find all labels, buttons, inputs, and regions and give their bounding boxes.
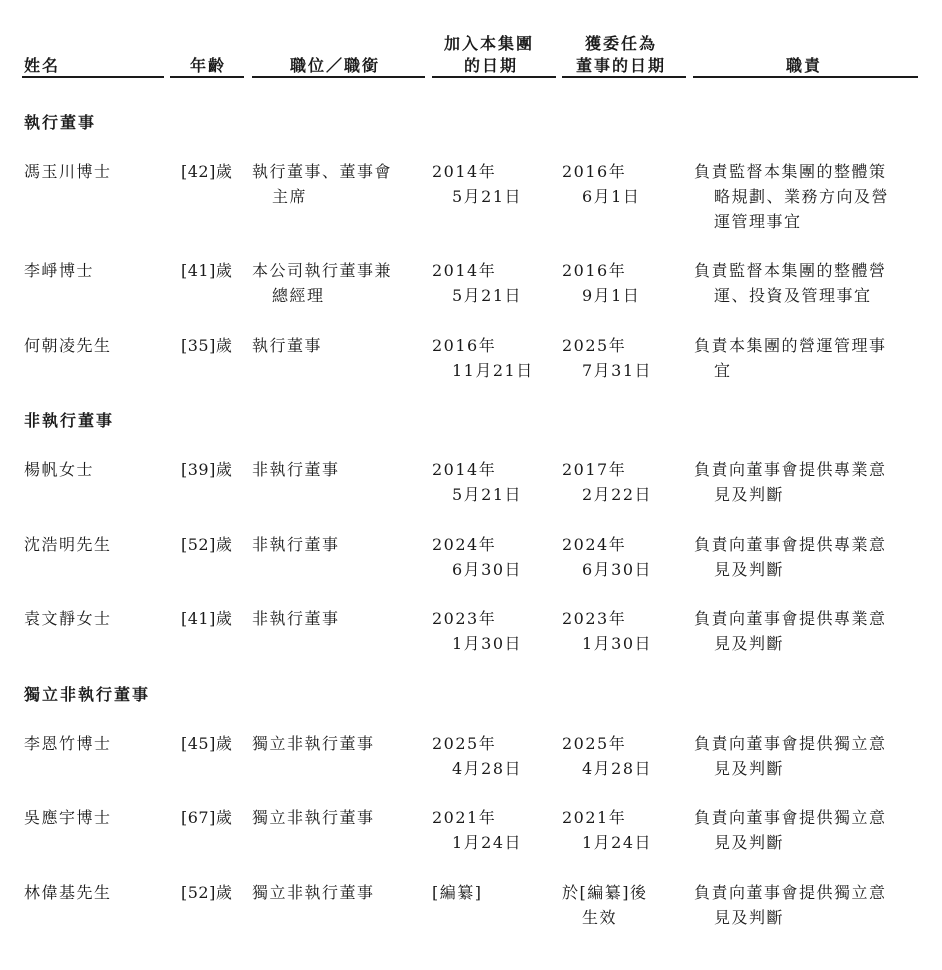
appointment-date	[562, 333, 652, 383]
director-position	[252, 880, 422, 905]
table-row	[0, 606, 942, 696]
director-duty-line: 見及判斷	[714, 485, 785, 504]
director-duty	[694, 606, 918, 656]
appointment-date	[562, 532, 652, 582]
appointment-date	[562, 457, 652, 507]
director-name: 馮玉川博士	[24, 162, 112, 181]
director-age: [67]歲	[181, 808, 233, 827]
director-position-line: 非執行董事	[252, 535, 340, 554]
join-date-line: 5月21日	[452, 187, 523, 206]
header-age: 年齡	[190, 56, 227, 75]
director-duty	[694, 333, 918, 383]
director-name: 林偉基先生	[24, 883, 112, 902]
header-rule	[22, 76, 164, 78]
header-rule	[432, 76, 556, 78]
director-duty-line: 負責向董事會提供獨立意	[694, 883, 887, 902]
director-duty	[694, 258, 918, 308]
director-duty-line: 見及判斷	[714, 634, 785, 653]
director-duty-line: 負責監督本集團的整體營	[694, 261, 887, 280]
join-date-line: 2021年	[432, 808, 497, 827]
table-row	[0, 159, 942, 249]
director-duty	[694, 457, 918, 507]
director-position-line: 獨立非執行董事	[252, 734, 375, 753]
director-name: 袁文靜女士	[24, 609, 112, 628]
join-date-line: 5月21日	[452, 286, 523, 305]
join-date	[432, 532, 522, 582]
appointment-date	[562, 159, 640, 209]
join-date-line: 11月21日	[452, 361, 534, 380]
join-date	[432, 880, 483, 905]
director-position-line: 非執行董事	[252, 609, 340, 628]
director-position-line: 獨立非執行董事	[252, 808, 375, 827]
appointment-date	[562, 731, 652, 781]
director-name: 何朝凌先生	[24, 336, 112, 355]
join-date	[432, 606, 522, 656]
join-date-line: 2014年	[432, 162, 497, 181]
header-join-line2: 的日期	[464, 56, 519, 75]
director-age: [52]歲	[181, 883, 233, 902]
section-title: 非執行董事	[24, 411, 115, 430]
appointment-date-line: 2023年	[562, 609, 627, 628]
director-position	[252, 457, 422, 482]
join-date-line: 1月24日	[452, 833, 523, 852]
join-date-line: 4月28日	[452, 759, 523, 778]
director-name: 吳應宇博士	[24, 808, 112, 827]
director-position	[252, 159, 422, 209]
director-position-line: 非執行董事	[252, 460, 340, 479]
join-date-line: 2024年	[432, 535, 497, 554]
appointment-date-line: 7月31日	[582, 361, 653, 380]
director-name: 李恩竹博士	[24, 734, 112, 753]
appointment-date-line: 2024年	[562, 535, 627, 554]
director-age: [52]歲	[181, 535, 233, 554]
director-name: 沈浩明先生	[24, 535, 112, 554]
join-date	[432, 457, 522, 507]
join-date	[432, 731, 522, 781]
director-duty-line: 略規劃、業務方向及營	[714, 187, 890, 206]
director-duty-line: 負責向董事會提供獨立意	[694, 808, 887, 827]
director-age: [41]歲	[181, 261, 233, 280]
director-position	[252, 731, 422, 756]
director-duty-line: 見及判斷	[714, 560, 785, 579]
join-date	[432, 805, 522, 855]
header-duty: 職責	[786, 56, 823, 75]
join-date-line: 2014年	[432, 460, 497, 479]
director-name: 李崢博士	[24, 261, 95, 280]
join-date-line: 2016年	[432, 336, 497, 355]
appointment-date-line: 2016年	[562, 261, 627, 280]
join-date-line: 2025年	[432, 734, 497, 753]
appointment-date-line: 2021年	[562, 808, 627, 827]
appointment-date-line: 2017年	[562, 460, 627, 479]
director-duty-line: 負責本集團的營運管理事	[694, 336, 887, 355]
director-duty	[694, 731, 918, 781]
header-name: 姓名	[24, 56, 61, 75]
header-appointed-line1: 獲委任為	[585, 34, 658, 53]
join-date-line: 6月30日	[452, 560, 523, 579]
header-rule	[693, 76, 918, 78]
director-duty-line: 負責向董事會提供專業意	[694, 609, 887, 628]
appointment-date	[562, 880, 648, 930]
appointment-date-line: 6月1日	[582, 187, 641, 206]
director-age: [41]歲	[181, 609, 233, 628]
appointment-date-line: 於[編纂]後	[562, 883, 648, 902]
appointment-date-line: 2016年	[562, 162, 627, 181]
appointment-date-line: 6月30日	[582, 560, 653, 579]
table-row	[0, 880, 942, 970]
appointment-date-line: 2025年	[562, 336, 627, 355]
director-duty-line: 負責監督本集團的整體策	[694, 162, 887, 181]
director-position-line: 執行董事、董事會	[252, 162, 393, 181]
header-appointed-line2: 董事的日期	[576, 56, 667, 75]
director-age: [45]歲	[181, 734, 233, 753]
director-name: 楊帆女士	[24, 460, 95, 479]
header-rule	[252, 76, 425, 78]
join-date	[432, 258, 522, 308]
director-duty-line: 負責向董事會提供專業意	[694, 535, 887, 554]
director-position	[252, 606, 422, 631]
appointment-date-line: 2月22日	[582, 485, 653, 504]
appointment-date	[562, 606, 652, 656]
header-rule	[170, 76, 244, 78]
join-date	[432, 159, 522, 209]
header-join-line1: 加入本集團	[444, 34, 535, 53]
appointment-date-line: 1月30日	[582, 634, 653, 653]
director-position-line: 主席	[272, 187, 308, 206]
director-position	[252, 258, 422, 308]
director-position-line: 本公司執行董事兼	[252, 261, 393, 280]
director-position-line: 總經理	[272, 286, 325, 305]
appointment-date-line: 4月28日	[582, 759, 653, 778]
director-position	[252, 532, 422, 557]
header-position: 職位／職銜	[290, 56, 381, 75]
director-duty-line: 見及判斷	[714, 759, 785, 778]
appointment-date-line: 9月1日	[582, 286, 641, 305]
appointment-date-line: 2025年	[562, 734, 627, 753]
join-date-line: 2014年	[432, 261, 497, 280]
section-title: 獨立非執行董事	[24, 685, 151, 704]
join-date	[432, 333, 534, 383]
director-duty	[694, 880, 918, 930]
appointment-date	[562, 258, 640, 308]
join-date-line: 2023年	[432, 609, 497, 628]
director-position	[252, 333, 422, 358]
director-duty	[694, 532, 918, 582]
header-rule	[562, 76, 686, 78]
director-position-line: 獨立非執行董事	[252, 883, 375, 902]
director-duty-line: 負責向董事會提供獨立意	[694, 734, 887, 753]
director-age: [42]歲	[181, 162, 233, 181]
director-position	[252, 805, 422, 830]
join-date-line: 5月21日	[452, 485, 523, 504]
appointment-date-line: 1月24日	[582, 833, 653, 852]
director-age: [39]歲	[181, 460, 233, 479]
director-duty-line: 負責向董事會提供專業意	[694, 460, 887, 479]
director-position-line: 執行董事	[252, 336, 323, 355]
director-duty-line: 運管理事宜	[714, 212, 802, 231]
director-duty	[694, 159, 918, 234]
join-date-line: [編纂]	[432, 883, 483, 902]
director-duty-line: 見及判斷	[714, 833, 785, 852]
section-title: 執行董事	[24, 113, 97, 132]
appointment-date-line: 生效	[582, 908, 618, 927]
appointment-date	[562, 805, 652, 855]
director-age: [35]歲	[181, 336, 233, 355]
director-duty	[694, 805, 918, 855]
director-duty-line: 見及判斷	[714, 908, 785, 927]
table-row	[0, 333, 942, 423]
director-duty-line: 運、投資及管理事宜	[714, 286, 872, 305]
join-date-line: 1月30日	[452, 634, 523, 653]
director-duty-line: 宜	[714, 361, 732, 380]
